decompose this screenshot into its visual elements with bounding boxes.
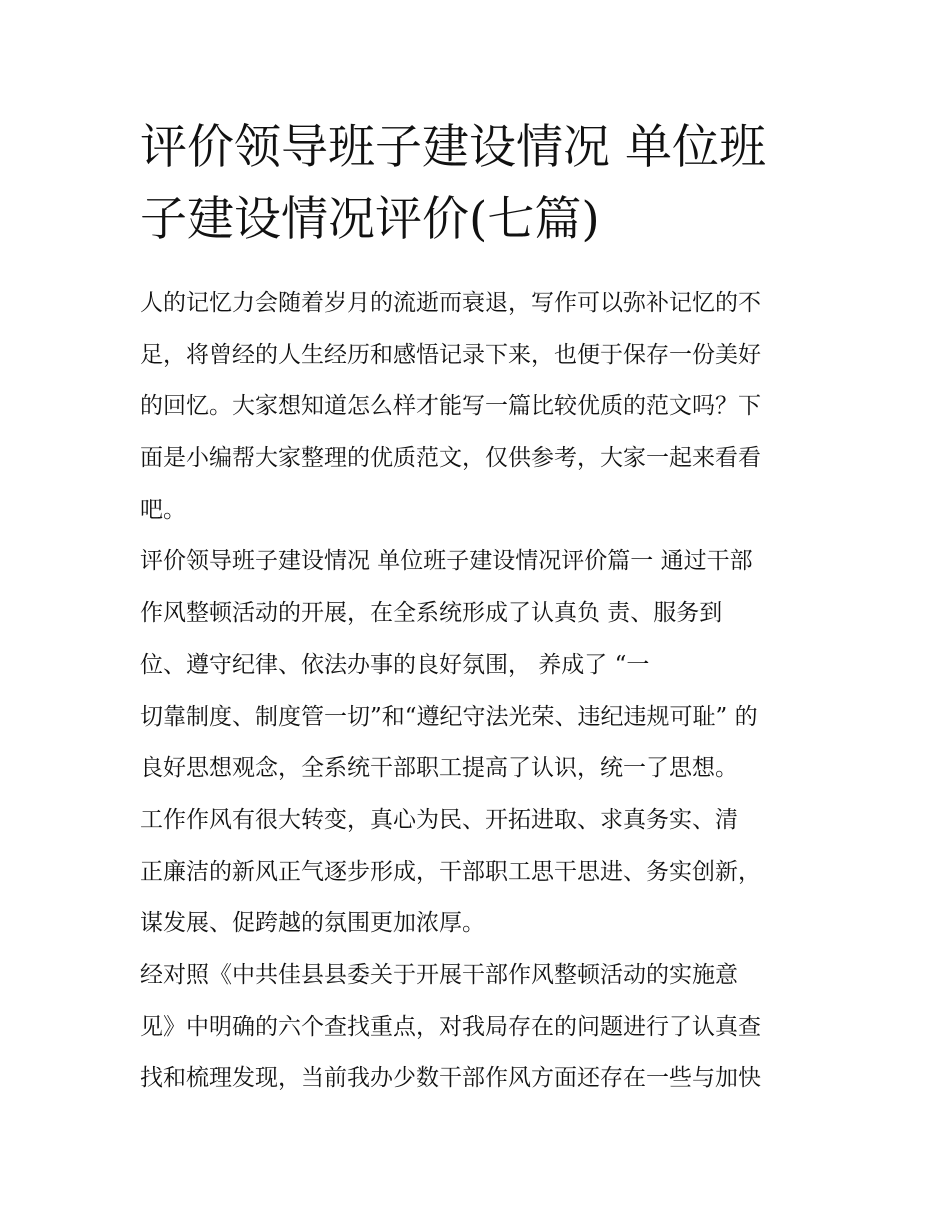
body-line: 找和梳理发现，当前我办少数干部作风方面还存在一些与加快 <box>140 1065 761 1092</box>
body-line: 足，将曾经的人生经历和感悟记录下来，也便于保存一份美好 <box>140 341 761 368</box>
body-line: 作风整顿活动的开展，在全系统形成了认真负 责、服务到 <box>140 600 723 627</box>
body-line: 谋发展、促跨越的氛围更加浓厚。 <box>140 910 485 937</box>
title-line: 评价领导班子建设情况 单位班 <box>140 120 766 175</box>
document-body <box>140 278 830 1105</box>
body-line: 良好思想观念，全系统干部职工提高了认识，统一了思想。 <box>140 755 738 782</box>
body-line: 人的记忆力会随着岁月的流逝而衰退，写作可以弥补记忆的不 <box>140 290 761 316</box>
body-line: 工作作风有很大转变，真心为民、开拓进取、求真务实、清 <box>140 806 738 833</box>
body-line: 经对照《中共佳县县委关于开展干部作风整顿活动的实施意 <box>140 961 738 988</box>
body-line: 评价领导班子建设情况 单位班子建设情况评价篇一 通过干部 <box>140 548 753 575</box>
body-line: 面是小编帮大家整理的优质范文，仅供参考，大家一起来看看 <box>140 445 761 472</box>
body-line: 的回忆。大家想知道怎么样才能写一篇比较优质的范文吗？下 <box>140 393 761 420</box>
body-line: 见》中明确的六个查找重点，对我局存在的问题进行了认真查 <box>140 1013 761 1040</box>
document-title <box>140 112 840 256</box>
body-line: 正廉洁的新风正气逐步形成，干部职工思干思进、务实创新， <box>140 858 761 885</box>
body-line: 切靠制度、制度管一切”和“遵纪守法光荣、违纪违规可耻” 的 <box>140 703 758 730</box>
title-line: 子建设情况评价(七篇) <box>140 192 600 247</box>
body-line: 吧。 <box>140 496 186 523</box>
body-line: 位、遵守纪律、依法办事的良好氛围， 养成了 “一 <box>140 651 650 678</box>
